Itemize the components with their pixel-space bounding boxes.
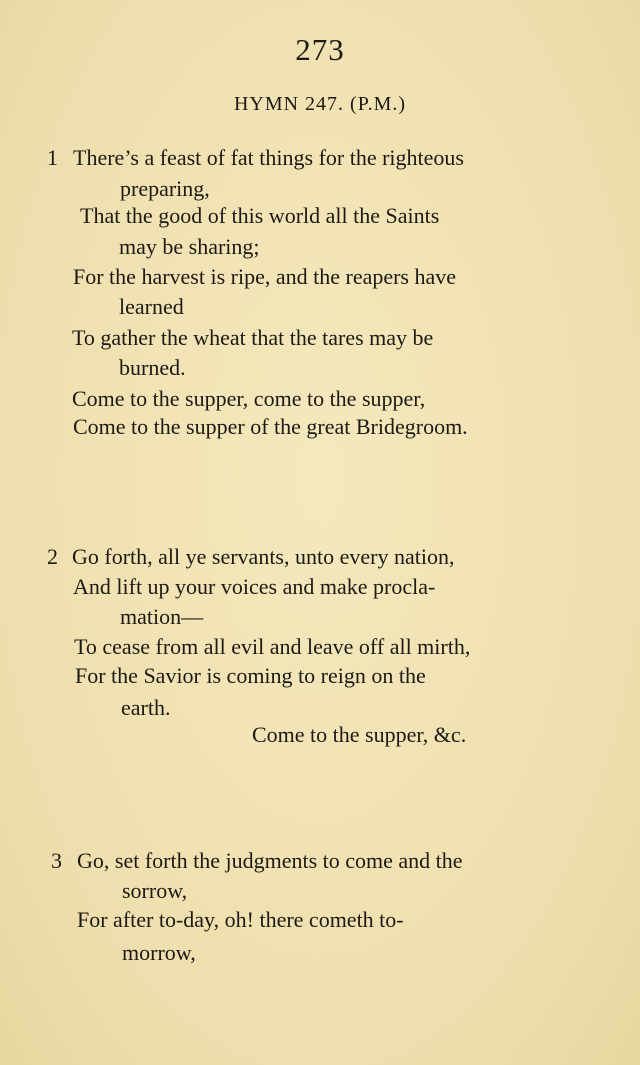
verse-line: morrow,	[122, 940, 196, 965]
verse-line: For the Savior is coming to reign on the	[75, 663, 426, 688]
page-number: 273	[295, 32, 345, 67]
verse-line: Come to the supper, &c.	[252, 722, 467, 747]
verse-line: may be sharing;	[119, 234, 260, 259]
verse-line: That the good of this world all the Saints	[80, 203, 440, 228]
verse-line: Come to the supper of the great Bridegroom.	[73, 414, 468, 439]
verse-line: earth.	[121, 695, 171, 720]
verse-line: burned.	[119, 355, 186, 380]
verse-line: To gather the wheat that the tares may be	[72, 325, 434, 350]
verse-line: preparing,	[120, 176, 210, 201]
hymn-title: HYMN 247. (P.M.)	[233, 93, 407, 115]
verse-line: Go, set forth the judgments to come and the	[77, 848, 463, 873]
verse-line: To cease from all evil and leave off all mirth,	[74, 634, 471, 659]
verse-line: learned	[119, 294, 184, 319]
verse-line: Come to the supper, come to the supper,	[72, 386, 426, 411]
verse-line: For the harvest is ripe, and the reapers have	[73, 264, 457, 289]
verse-number: 2	[47, 544, 58, 569]
verse-line: mation—	[120, 604, 204, 629]
verse-line: Go forth, all ye servants, unto every nation,	[72, 544, 455, 569]
verse-line: sorrow,	[122, 878, 188, 903]
verse-number: 1	[47, 145, 58, 170]
verse-number: 3	[51, 848, 62, 873]
verse-line: There’s a feast of fat things for the righteous	[73, 145, 464, 170]
verse-line: And lift up your voices and make procla-	[73, 574, 436, 599]
verse-line: For after to-day, oh! there cometh to-	[77, 907, 404, 932]
